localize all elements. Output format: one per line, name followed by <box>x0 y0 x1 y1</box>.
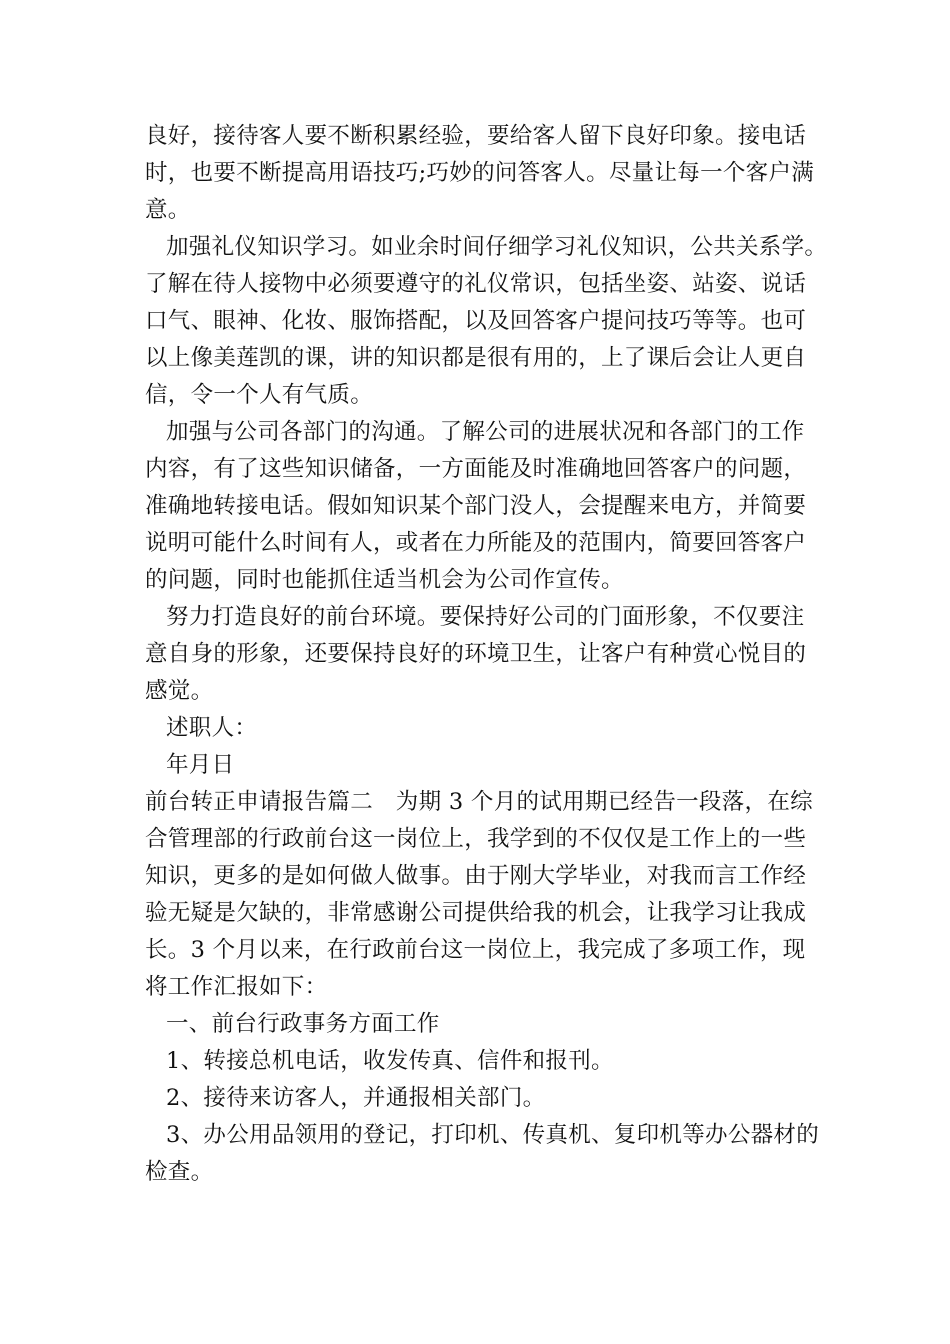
text-line: 口气、眼神、化妆、服饰搭配，以及回答客户提问技巧等等。也可 <box>145 308 807 334</box>
text-line: 长。3 个月以来，在行政前台这一岗位上，我完成了多项工作，现 <box>145 937 806 963</box>
text-line: 准确地转接电话。假如知识某个部门没人，会提醒来电方，并简要 <box>145 493 807 519</box>
text-line: 内容，有了这些知识储备，一方面能及时准确地回答客户的问题， <box>145 456 807 482</box>
text-line: 一、前台行政事务方面工作 <box>166 1011 440 1037</box>
text-line: 以上像美莲凯的课，讲的知识都是很有用的，上了课后会让人更自 <box>145 345 807 371</box>
text-line: 信，令一个人有气质。 <box>145 382 374 408</box>
paragraph <box>145 1117 820 1191</box>
paragraph <box>145 229 828 414</box>
paragraph <box>145 710 810 747</box>
text-line: 说明可能什么时间有人，或者在力所能及的范围内，简要回答客户 <box>145 530 807 556</box>
paragraph <box>145 1006 810 1043</box>
text-line: 验无疑是欠缺的，非常感谢公司提供给我的机会，让我学习让我成 <box>145 900 807 926</box>
text-line: 2、接待来访客人，并通报相关部门。 <box>166 1085 546 1111</box>
paragraph <box>145 599 810 710</box>
paragraph <box>145 1080 810 1117</box>
text-line: 检查。 <box>145 1159 214 1185</box>
text-line: 知识，更多的是如何做人做事。由于刚大学毕业，对我而言工作经 <box>145 863 807 889</box>
text-line: 的问题，同时也能抓住适当机会为公司作宣传。 <box>145 567 624 593</box>
text-line: 努力打造良好的前台环境。要保持好公司的门面形象，不仅要注 <box>166 604 805 630</box>
paragraph <box>145 747 810 784</box>
text-line: 感觉。 <box>145 678 214 704</box>
text-line: 良好，接待客人要不断积累经验，要给客人留下良好印象。接电话 <box>145 123 807 149</box>
text-line: 意。 <box>145 197 191 223</box>
paragraph <box>145 1043 810 1080</box>
text-line: 加强与公司各部门的沟通。了解公司的进展状况和各部门的工作 <box>166 419 805 445</box>
text-line: 述职人： <box>166 715 258 741</box>
paragraph <box>145 118 815 229</box>
text-line: 时，也要不断提高用语技巧;巧妙的问答客人。尽量让每一个客户满 <box>145 160 815 186</box>
paragraph <box>145 784 813 1006</box>
text-line: 1、转接总机电话，收发传真、信件和报刊。 <box>166 1048 614 1074</box>
text-line: 了解在待人接物中必须要遵守的礼仪常识，包括坐姿、站姿、说话 <box>145 271 807 297</box>
text-line: 意自身的形象，还要保持良好的环境卫生，让客户有种赏心悦目的 <box>145 641 807 667</box>
text-line: 前台转正申请报告篇二 为期 3 个月的试用期已经告一段落，在综 <box>145 789 813 815</box>
paragraph <box>145 414 810 599</box>
text-line: 将工作汇报如下： <box>145 974 328 1000</box>
text-line: 3、办公用品领用的登记，打印机、传真机、复印机等办公器材的 <box>166 1122 820 1148</box>
document-body <box>145 118 828 1191</box>
text-line: 加强礼仪知识学习。如业余时间仔细学习礼仪知识，公共关系学。 <box>166 234 828 260</box>
text-line: 年月日 <box>166 752 235 778</box>
text-line: 合管理部的行政前台这一岗位上，我学到的不仅仅是工作上的一些 <box>145 826 807 852</box>
